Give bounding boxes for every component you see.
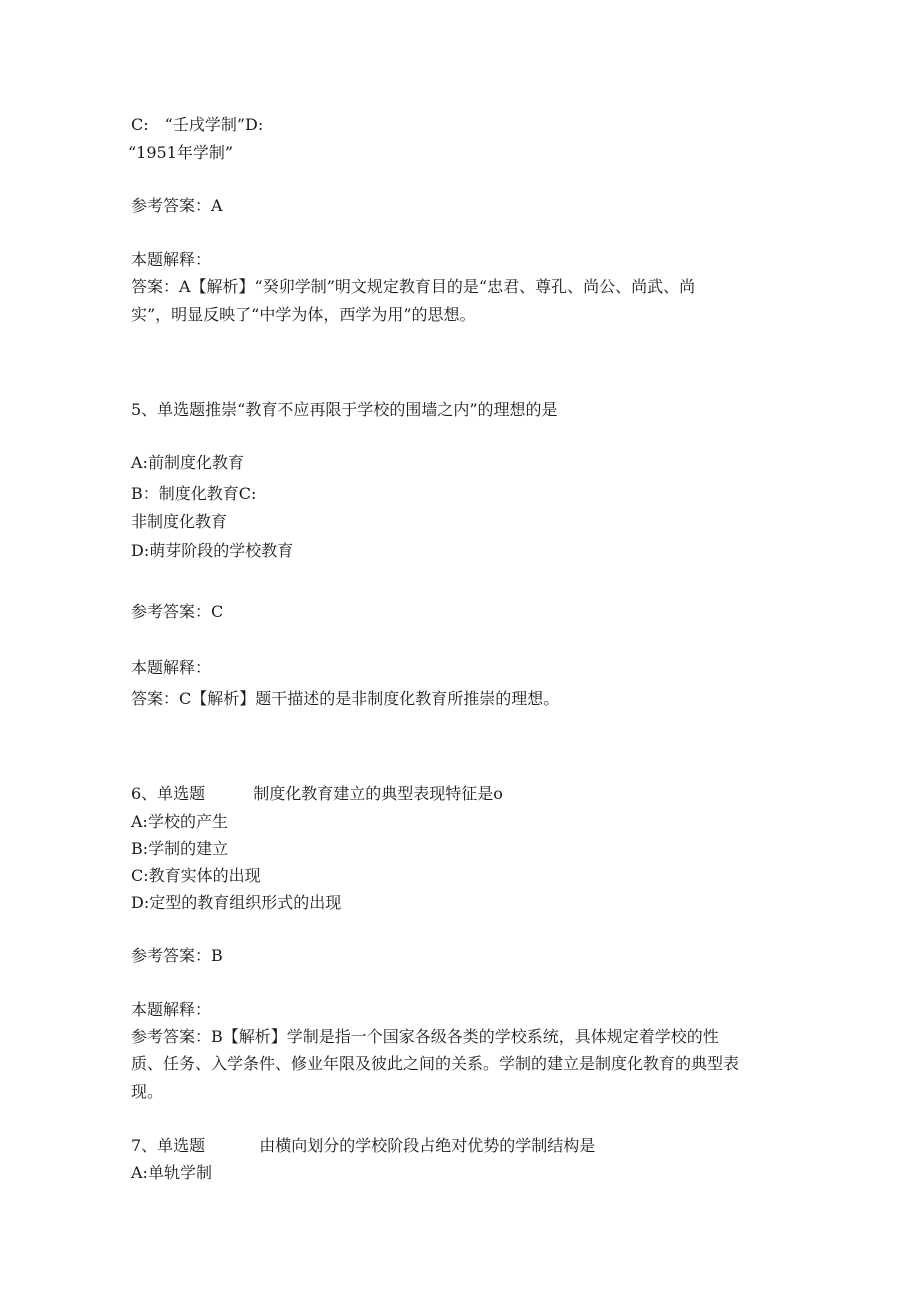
q6-explain-line: 参考答案：B【解析】学制是指一个国家各级各类的学校系统，具体规定着学校的性 — [131, 1027, 719, 1046]
q6-explain-line: 质、任务、入学条件、修业年限及彼此之间的关系。学制的建立是制度化教育的典型表 — [131, 1054, 740, 1073]
q7-stem: 由横向划分的学校阶段占绝对优势的学制结构是 — [259, 1136, 596, 1155]
q7-option-a: A:单轨学制 — [131, 1163, 212, 1182]
q5-question: 5、单选题推崇“教育不应再限于学校的围墙之内”的理想的是 — [131, 400, 558, 419]
q5-option-c-cont: 非制度化教育 — [131, 512, 228, 531]
q4-option-c-d: C: “壬戌学制”D: — [131, 115, 264, 134]
q6-number-type: 6、单选题 — [131, 784, 206, 803]
q5-option-b-c: B：制度化教育C: — [131, 484, 257, 503]
q6-option-a: A:学校的产生 — [131, 812, 228, 831]
q5-option-a: A:前制度化教育 — [131, 453, 244, 472]
q5-explain-line: 答案：C【解析】题干描述的是非制度化教育所推崇的理想。 — [131, 689, 560, 708]
q4-explain-line: 实”，明显反映了“中学为体，西学为用”的思想。 — [131, 305, 476, 324]
q4-explain-label: 本题解释： — [131, 250, 212, 269]
q6-option-d: D:定型的教育组织形式的出现 — [131, 893, 342, 912]
q5-answer: 参考答案：C — [131, 602, 224, 621]
q6-option-b: B:学制的建立 — [131, 839, 229, 858]
q6-answer: 参考答案：B — [131, 946, 223, 965]
q6-explain-label: 本题解释： — [131, 1000, 212, 1019]
q6-stem: 制度化教育建立的典型表现特征是o — [253, 784, 503, 803]
q5-option-d: D:萌芽阶段的学校教育 — [131, 541, 294, 560]
q7-question — [131, 1136, 595, 1156]
q7-number-type: 7、单选题 — [131, 1136, 206, 1155]
q6-option-c: C:教育实体的出现 — [131, 866, 261, 885]
q4-answer: 参考答案：A — [131, 196, 223, 215]
q6-explain-line: 现。 — [131, 1082, 164, 1101]
q4-explain-line: 答案：A【解析】“癸卯学制”明文规定教育目的是“忠君、尊孔、尚公、尚武、尚 — [131, 277, 696, 296]
q5-explain-label: 本题解释： — [131, 658, 212, 677]
q6-question — [131, 784, 503, 804]
q4-option-d-cont: “1951年学制” — [128, 143, 234, 162]
